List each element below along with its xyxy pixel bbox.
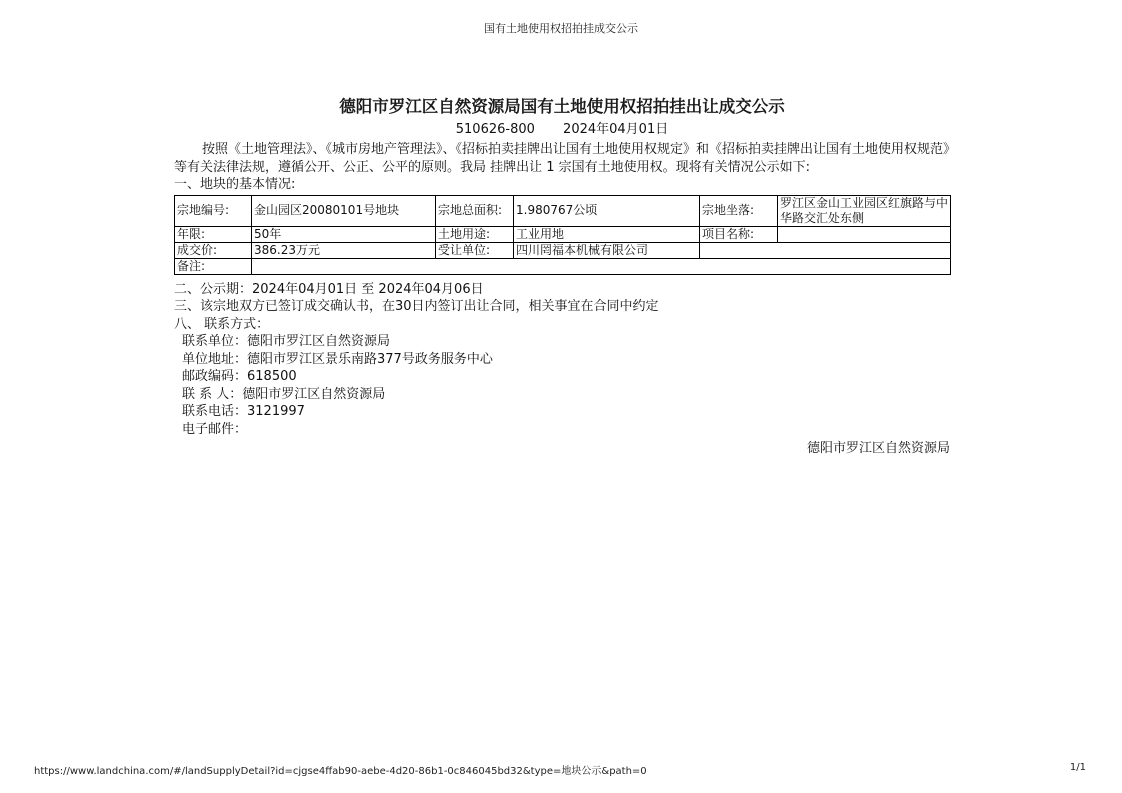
- contact-person: 联 系 人：德阳市罗江区自然资源局: [182, 386, 386, 402]
- table-cell: 项目名称:: [700, 226, 778, 242]
- table-cell: 386.23万元: [252, 242, 436, 258]
- table-cell: 工业用地: [514, 226, 700, 242]
- contact-address: 单位地址：德阳市罗江区景乐南路377号政务服务中心: [182, 351, 493, 367]
- footer-url: https://www.landchina.com/#/landSupplyDetail?id=cjgse4ffab90-aebe-4d20-86b1-0c846045bd32&type=地块公示&path=0: [34, 766, 647, 777]
- contact-postcode: 邮政编码：618500: [182, 369, 297, 384]
- table-cell: [700, 242, 951, 258]
- table-cell: 年限:: [175, 226, 252, 242]
- signature: 德阳市罗江区自然资源局: [806, 441, 950, 456]
- table-cell: [778, 226, 951, 242]
- table-cell: [252, 258, 951, 274]
- document-body: [174, 96, 950, 458]
- table-cell: 金山园区20080101号地块: [252, 195, 436, 226]
- table-row: [175, 258, 951, 274]
- document-subtitle: [174, 121, 950, 139]
- page-header-title: 国有土地使用权招拍挂成交公示: [484, 22, 638, 35]
- section-8-contact-heading: 八、 联系方式：: [174, 316, 270, 332]
- table-cell: 四川罔福本机械有限公司: [514, 242, 700, 258]
- contact-unit: 联系单位：德阳市罗江区自然资源局: [182, 334, 391, 349]
- table-row: [175, 195, 951, 226]
- page-number: 1/1: [1069, 762, 1086, 773]
- document-code: 510626-800: [455, 122, 535, 137]
- table-cell: 宗地总面积:: [436, 195, 514, 226]
- table-cell: 宗地编号:: [175, 195, 252, 226]
- notice-sections: [174, 281, 950, 458]
- table-cell: 成交价:: [175, 242, 252, 258]
- document-title: 德阳市罗江区自然资源局国有土地使用权招拍挂出让成交公示: [339, 97, 785, 116]
- table-cell: 罗江区金山工业园区红旗路与中华路交汇处东侧: [778, 195, 951, 226]
- table-row: [175, 226, 951, 242]
- section-1-heading: 一、地块的基本情况:: [174, 177, 296, 192]
- table-cell: 备注:: [175, 258, 252, 274]
- contact-phone: 联系电话：3121997: [182, 404, 305, 419]
- contact-email: 电子邮件：: [182, 421, 248, 437]
- section-2-publicity-period: 二、公示期：2024年04月01日 至 2024年04月06日: [174, 281, 484, 297]
- table-cell: 50年: [252, 226, 436, 242]
- table-cell: 宗地坐落:: [700, 195, 778, 226]
- table-row: [175, 242, 951, 258]
- section-3-contract: 三、该宗地双方已签订成交确认书，在30日内签订出让合同，相关事宜在合同中约定: [174, 299, 659, 314]
- land-info-table: [174, 195, 951, 275]
- table-cell: 受让单位:: [436, 242, 514, 258]
- document-date: 2024年04月01日: [563, 122, 669, 137]
- table-cell: 1.980767公顷: [514, 195, 700, 226]
- intro-paragraph: 按照《土地管理法》、《城市房地产管理法》、《招标拍卖挂牌出让国有土地使用权规定》和《招标拍卖挂牌出让国有土地使用权规范》等有关法律法规，遵循公开、公正、公平的原则。我局 挂牌出让 1 宗国有土地使用权。现将有关情况公示如下:: [174, 142, 950, 175]
- table-cell: 土地用途:: [436, 226, 514, 242]
